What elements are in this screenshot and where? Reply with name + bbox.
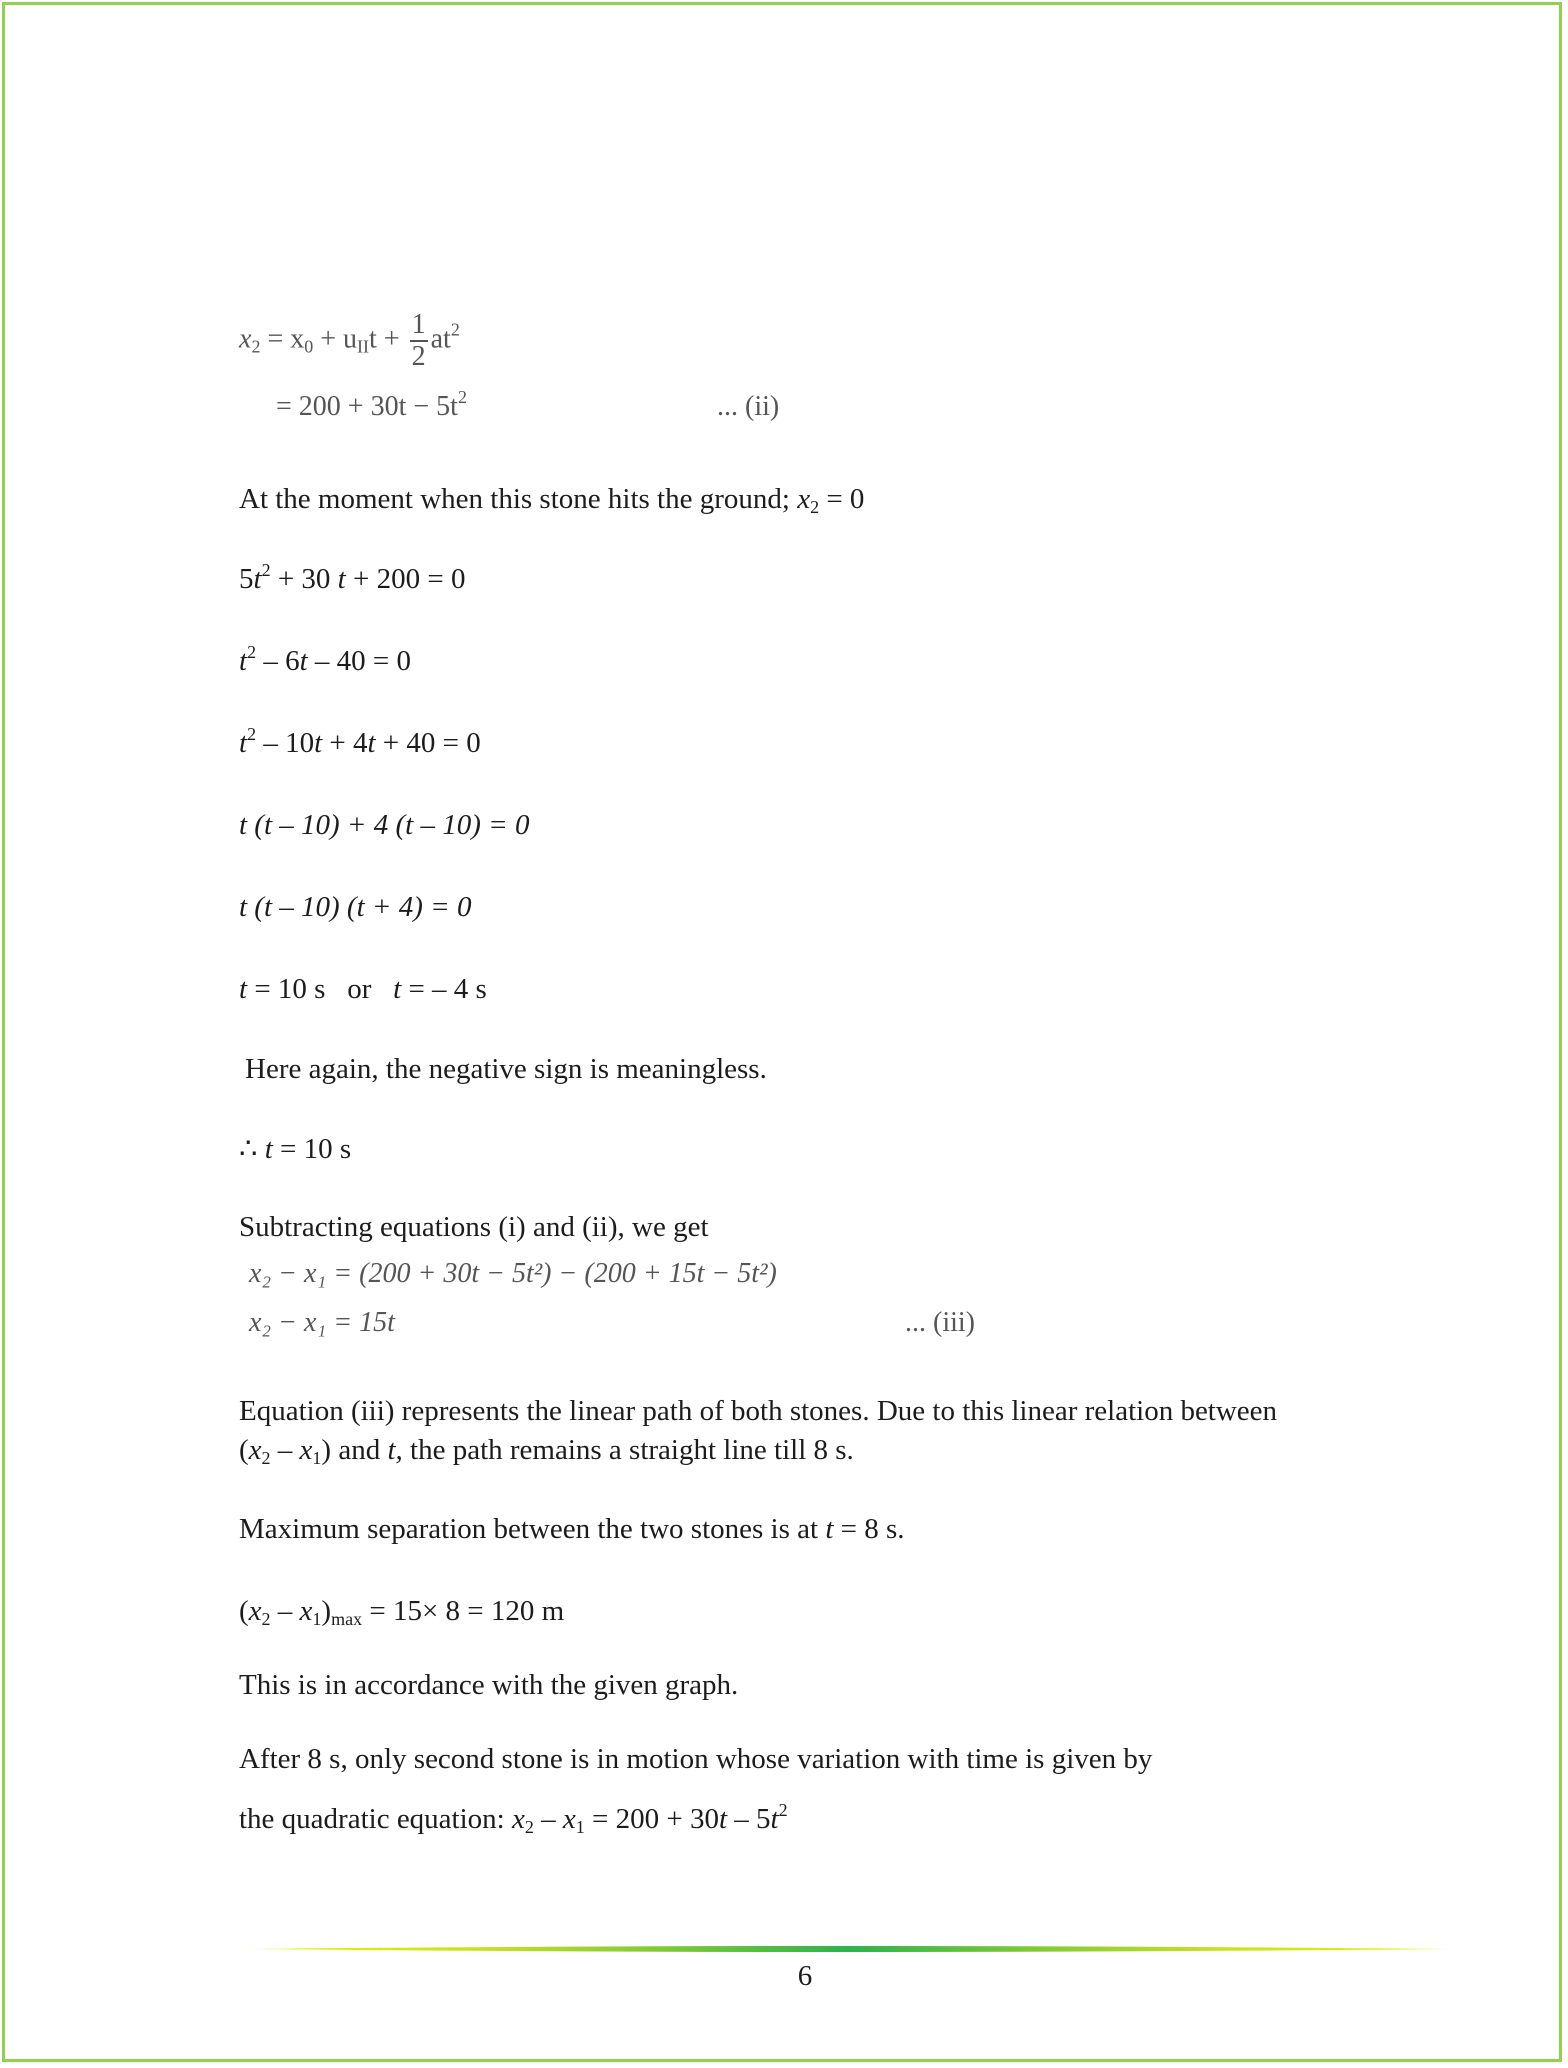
paragraph-negative: Here again, the negative sign is meaningless. [245, 1053, 767, 1085]
paragraph-after-line1: After 8 s, only second stone is in motion whose variation with time is given by [239, 1743, 1153, 1775]
footer-divider [248, 1944, 1446, 1954]
equation-difference: x₂ − x₁ = (200 + 30t − 5t²) − (200 + 15t − 5t²) [249, 1258, 777, 1289]
paragraph-ground: At the moment when this stone hits the ground; $x_2 = 0$ [239, 483, 865, 517]
equation-x2-general: $x_2 = x_0 + u_{II}t$ + $\frac{1}{2}$ $at^2$ [239, 309, 460, 372]
paragraph-linear-line2: $(x_2 - x_1)$ and t, the path remains a straight line till 8 s. [239, 1434, 854, 1468]
equation-ref-ii: ... (ii) [717, 391, 780, 422]
step-4: t (t – 10) + 4 (t – 10) = 0 [239, 809, 530, 841]
equation-difference-simplified: x₂ − x₁ = 15t [249, 1307, 395, 1338]
page-number: 6 [797, 1960, 813, 1992]
step-1: $5t^2 + 30$ t + 200 = 0 [239, 560, 466, 595]
equation-max-value: $(x_2 - x_1)_{max} = 15\times 8 = 120$ m [239, 1595, 565, 1629]
step-2: $t^2 - 6t - 40 = 0$ [239, 642, 411, 677]
equation-ref-iii: ... (iii) [905, 1307, 975, 1338]
step-6: t = 10 s or t = – 4 s [239, 973, 487, 1005]
step-5: t (t – 10) (t + 4) = 0 [239, 891, 472, 923]
paragraph-after-line2: the quadratic equation: $x_2 - x_1 = 200 + 30t - 5t^2$ [239, 1800, 788, 1837]
paragraph-max-separation: Maximum separation between the two stones is at t = 8 s. [239, 1513, 905, 1545]
therefore-line: ∴ t = 10 s [239, 1133, 352, 1165]
paragraph-linear-line1: Equation (iii) represents the linear path of both stones. Due to this linear relation between [239, 1395, 1278, 1427]
paragraph-graph: This is in accordance with the given graph. [239, 1669, 739, 1701]
paragraph-subtract: Subtracting equations (i) and (ii), we get [239, 1211, 709, 1243]
step-3: $t^2 - 10t + 4t + 40 = 0$ [239, 724, 481, 759]
equation-x2-expanded: = $200 + 30t - 5t^2$ [276, 387, 467, 422]
fraction-one-half: $\frac{1}{2}$ [411, 309, 426, 372]
